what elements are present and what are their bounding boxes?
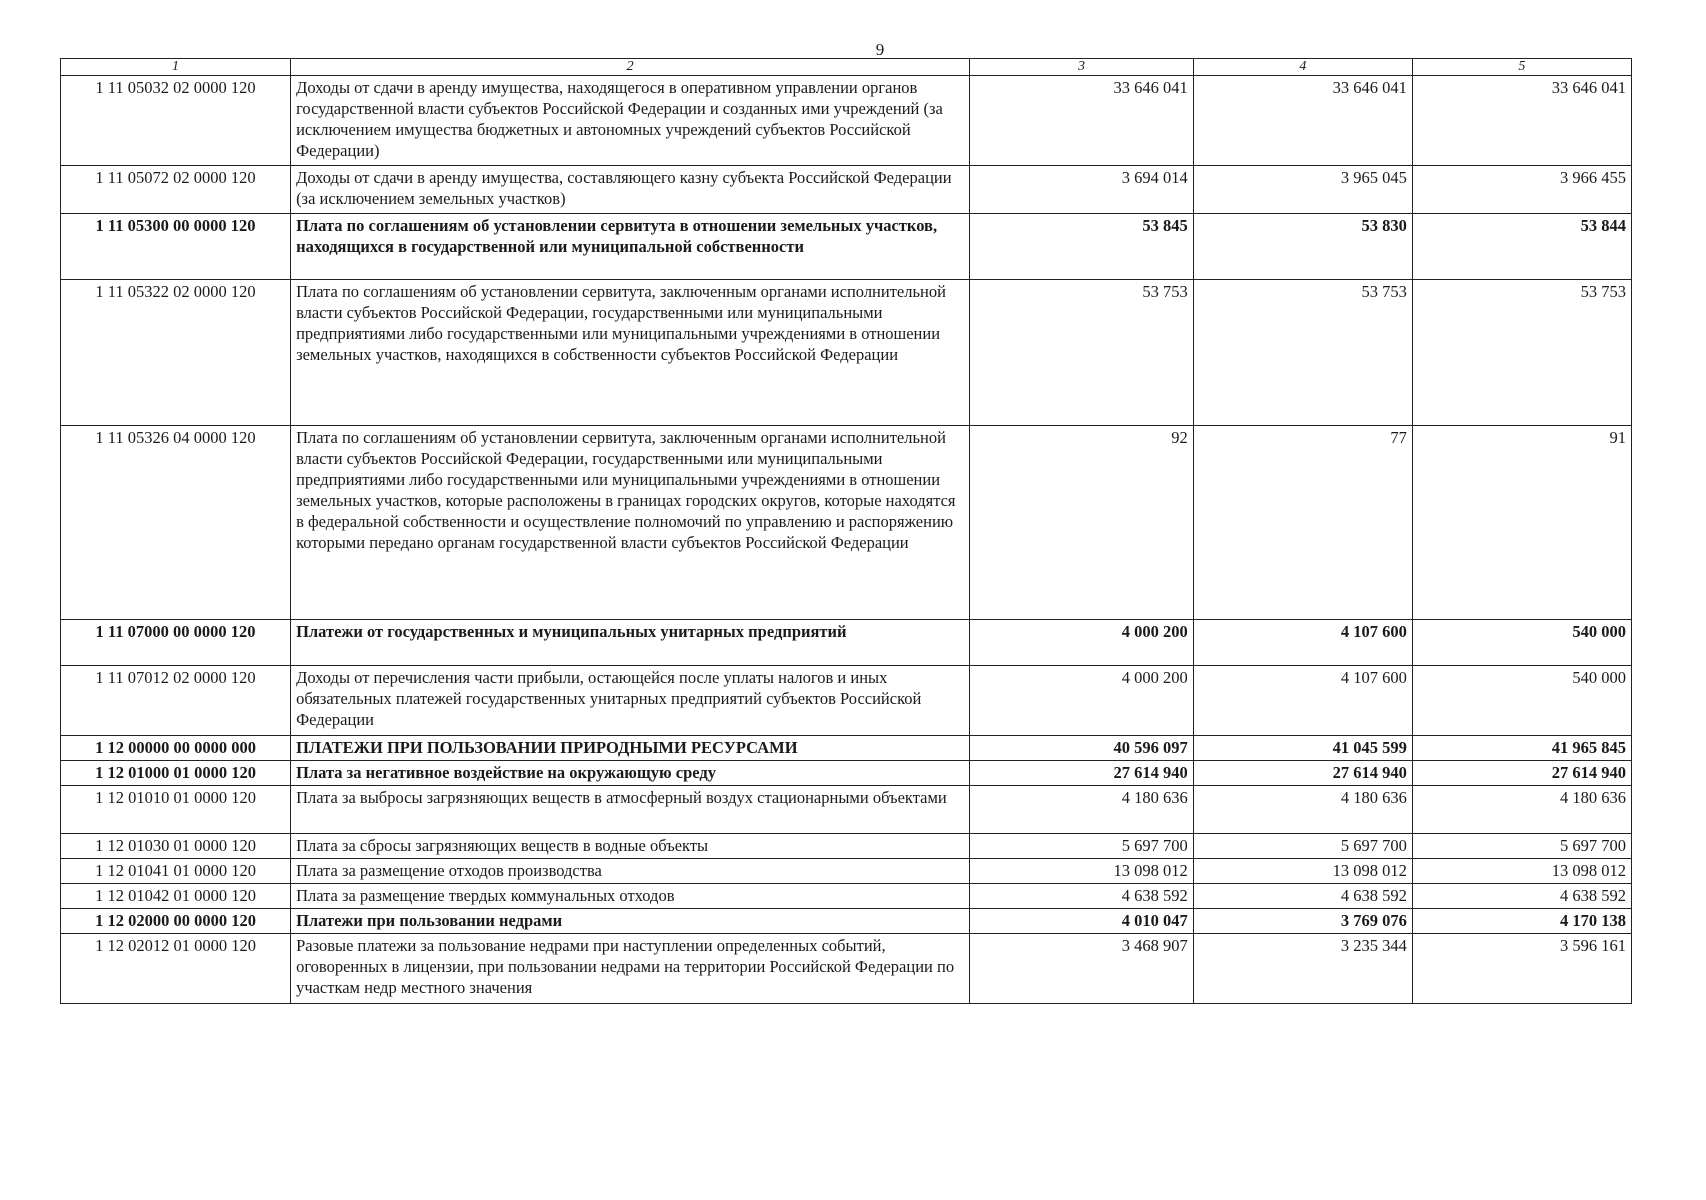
table-row (61, 786, 1632, 834)
revenue-description: ПЛАТЕЖИ ПРИ ПОЛЬЗОВАНИИ ПРИРОДНЫМИ РЕСУРСАМИ (291, 736, 970, 761)
value-col-3: 3 468 907 (970, 934, 1193, 1004)
value-col-3: 40 596 097 (970, 736, 1193, 761)
budget-code: 1 11 05326 04 0000 120 (61, 426, 291, 620)
table-row (61, 666, 1632, 736)
revenue-description: Плата за выбросы загрязняющих веществ в атмосферный воздух стационарными объектами (291, 786, 970, 834)
value-col-3: 13 098 012 (970, 859, 1193, 884)
budget-code: 1 11 05300 00 0000 120 (61, 214, 291, 280)
budget-code: 1 12 01000 01 0000 120 (61, 761, 291, 786)
revenue-description: Плата за размещение твердых коммунальных отходов (291, 884, 970, 909)
value-col-3: 27 614 940 (970, 761, 1193, 786)
table-row (61, 884, 1632, 909)
value-col-3: 4 638 592 (970, 884, 1193, 909)
value-col-3: 53 845 (970, 214, 1193, 280)
table-row (61, 859, 1632, 884)
table-row (61, 214, 1632, 280)
value-col-4: 41 045 599 (1193, 736, 1412, 761)
table-row (61, 834, 1632, 859)
table-row (61, 909, 1632, 934)
revenue-description: Плата за негативное воздействие на окружающую среду (291, 761, 970, 786)
value-col-3: 4 180 636 (970, 786, 1193, 834)
header-col-1: 1 (61, 59, 291, 76)
budget-code: 1 12 01042 01 0000 120 (61, 884, 291, 909)
value-col-4: 13 098 012 (1193, 859, 1412, 884)
value-col-4: 27 614 940 (1193, 761, 1412, 786)
budget-code: 1 12 01030 01 0000 120 (61, 834, 291, 859)
value-col-5: 53 844 (1412, 214, 1631, 280)
header-col-5: 5 (1412, 59, 1631, 76)
value-col-5: 5 697 700 (1412, 834, 1631, 859)
budget-code: 1 11 07000 00 0000 120 (61, 620, 291, 666)
value-col-3: 4 010 047 (970, 909, 1193, 934)
value-col-5: 53 753 (1412, 280, 1631, 426)
revenue-description: Плата по соглашениям об установлении сервитута, заключенным органами исполнительной власти субъектов Российской Федерации, государственными или муниципальными предприятиями либо государственными или муниципальными учреждениями в отношении земельных участков, которые расположены в границах городских округов, которые находятся в федеральной собственности и осуществление полномочий по управлению и распоряжению которыми передано органам государственной власти субъектов Российской Федерации (291, 426, 970, 620)
budget-code: 1 11 05032 02 0000 120 (61, 76, 291, 166)
value-col-5: 27 614 940 (1412, 761, 1631, 786)
table-row (61, 736, 1632, 761)
budget-code: 1 11 05322 02 0000 120 (61, 280, 291, 426)
value-col-4: 4 107 600 (1193, 666, 1412, 736)
value-col-5: 33 646 041 (1412, 76, 1631, 166)
value-col-3: 33 646 041 (970, 76, 1193, 166)
revenue-description: Разовые платежи за пользование недрами при наступлении определенных событий, оговоренных в лицензии, при пользовании недрами на территории Российской Федерации по участкам недр местного значения (291, 934, 970, 1004)
header-col-3: 3 (970, 59, 1193, 76)
value-col-5: 540 000 (1412, 666, 1631, 736)
value-col-4: 3 965 045 (1193, 166, 1412, 214)
header-col-2: 2 (291, 59, 970, 76)
budget-code: 1 12 01041 01 0000 120 (61, 859, 291, 884)
budget-code: 1 12 02012 01 0000 120 (61, 934, 291, 1004)
header-col-4: 4 (1193, 59, 1412, 76)
table-row (61, 934, 1632, 1004)
value-col-4: 3 235 344 (1193, 934, 1412, 1004)
revenue-description: Доходы от сдачи в аренду имущества, находящегося в оперативном управлении органов государственной власти субъектов Российской Федерации и созданных ими учреждений (за исключением имущества бюджетных и автономных учреждений субъектов Российской Федерации) (291, 76, 970, 166)
revenue-description: Плата по соглашениям об установлении сервитута, заключенным органами исполнительной власти субъектов Российской Федерации, государственными или муниципальными предприятиями либо государственными или муниципальными учреждениями в отношении земельных участков, находящихся в собственности субъектов Российской Федерации (291, 280, 970, 426)
value-col-3: 53 753 (970, 280, 1193, 426)
value-col-5: 4 180 636 (1412, 786, 1631, 834)
table-row (61, 280, 1632, 426)
value-col-5: 41 965 845 (1412, 736, 1631, 761)
table-row (61, 426, 1632, 620)
value-col-4: 77 (1193, 426, 1412, 620)
value-col-5: 91 (1412, 426, 1631, 620)
value-col-5: 540 000 (1412, 620, 1631, 666)
revenue-description: Доходы от перечисления части прибыли, остающейся после уплаты налогов и иных обязательных платежей государственных унитарных предприятий субъектов Российской Федерации (291, 666, 970, 736)
value-col-5: 4 638 592 (1412, 884, 1631, 909)
value-col-3: 4 000 200 (970, 620, 1193, 666)
value-col-4: 53 830 (1193, 214, 1412, 280)
revenue-description: Плата за сбросы загрязняющих веществ в водные объекты (291, 834, 970, 859)
table-row (61, 620, 1632, 666)
value-col-5: 4 170 138 (1412, 909, 1631, 934)
budget-code: 1 12 00000 00 0000 000 (61, 736, 291, 761)
revenue-description: Платежи от государственных и муниципальных унитарных предприятий (291, 620, 970, 666)
table-row (61, 761, 1632, 786)
page-number: 9 (875, 40, 885, 59)
value-col-4: 5 697 700 (1193, 834, 1412, 859)
value-col-4: 4 180 636 (1193, 786, 1412, 834)
budget-code: 1 12 01010 01 0000 120 (61, 786, 291, 834)
budget-revenue-table (60, 58, 1632, 1004)
revenue-description: Плата по соглашениям об установлении сервитута в отношении земельных участков, находящихся в государственной или муниципальной собственности (291, 214, 970, 280)
value-col-3: 92 (970, 426, 1193, 620)
value-col-3: 4 000 200 (970, 666, 1193, 736)
table-header-row (61, 59, 1632, 76)
table-row (61, 76, 1632, 166)
value-col-5: 13 098 012 (1412, 859, 1631, 884)
revenue-description: Плата за размещение отходов производства (291, 859, 970, 884)
value-col-3: 5 697 700 (970, 834, 1193, 859)
value-col-3: 3 694 014 (970, 166, 1193, 214)
value-col-5: 3 966 455 (1412, 166, 1631, 214)
budget-code: 1 11 07012 02 0000 120 (61, 666, 291, 736)
value-col-4: 53 753 (1193, 280, 1412, 426)
value-col-5: 3 596 161 (1412, 934, 1631, 1004)
revenue-description: Платежи при пользовании недрами (291, 909, 970, 934)
value-col-4: 4 638 592 (1193, 884, 1412, 909)
revenue-description: Доходы от сдачи в аренду имущества, составляющего казну субъекта Российской Федерации (за исключением земельных участков) (291, 166, 970, 214)
value-col-4: 33 646 041 (1193, 76, 1412, 166)
value-col-4: 3 769 076 (1193, 909, 1412, 934)
table-row (61, 166, 1632, 214)
value-col-4: 4 107 600 (1193, 620, 1412, 666)
budget-code: 1 12 02000 00 0000 120 (61, 909, 291, 934)
budget-code: 1 11 05072 02 0000 120 (61, 166, 291, 214)
